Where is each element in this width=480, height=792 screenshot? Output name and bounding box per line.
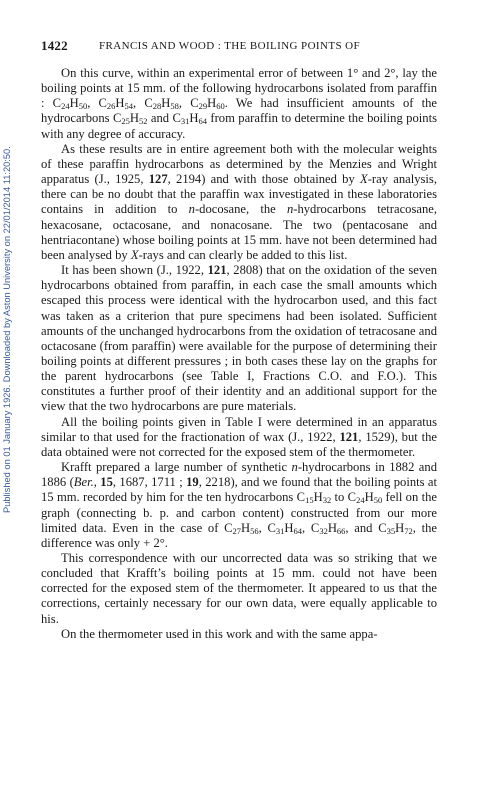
paragraph: As these results are in entire agreement both with the molecular weights of these paraffin hydrocarbons as determined by the Menzies and Wright apparatus (J., 1925, 127, 2194) and with those obtained by X-ray analysis, there can be no doubt that the paraffin wax investigated in these laboratories contains in addition to n-docosane, the n-hydrocarbons tetracosane, hexacosane, octacosane, and nonacosane. The two (pentacosane and hentriacontane) whose boiling points at 15 mm. have not been determined had been analysed by X-rays and can clearly be added to this list. <box>41 141 437 262</box>
paragraph: This correspondence with our uncorrected data was so striking that we concluded that Krafft’s boiling points at 15 mm. could not have been corrected for the exposed stem of the thermometer. It appeared to us that the corrections, certainly necessary for our own data, were equally applicable to his. <box>41 551 437 626</box>
download-watermark: Published on 01 January 1926. Downloaded by Aston University on 22/01/2014 11:20:50. <box>2 146 12 514</box>
paragraph: All the boiling points given in Table I were determined in an apparatus similar to that used for the fractionation of wax (J., 1922, 121, 1529), but the data obtained were not corrected for the exposed stem of the thermometer. <box>41 414 437 459</box>
body-text <box>41 66 437 642</box>
paragraph: It has been shown (J., 1922, 121, 2808) that on the oxidation of the seven hydrocarbons obtained from paraffin, in each case the small amounts which escaped this process were identical with the hydrocarbon used, and this fact was taken as a criterion that pure specimens had been isolated. Sufficient amounts of the unchanged hydrocarbons from the oxidation of tetracosane and octacosane (from paraffin) were available for the purpose of determining their boiling points at different pressures ; in both cases these lay on the graphs for the parent hydrocarbons (see Table I, Fractions C.O. and F.O.). This constitutes a further proof of their identity and an additional support for the view that the two hydrocarbons are pure materials. <box>41 263 437 414</box>
paragraph: On this curve, within an experimental error of between 1° and 2°, lay the boiling points at 15 mm. of the following hydrocarbons isolated from paraffin : $C_{24}H_{50}$, $C_{26}H_{54}$, $C_{28}H_{58}$, $C_{29}H_{60}$. We had insufficient amounts of the hydrocarbons $C_{25}H_{52}$ and $C_{31}H_{64}$ from paraffin to determine the boiling points with any degree of accuracy. <box>41 66 438 141</box>
page-number: 1422 <box>41 38 68 53</box>
paragraph: On the thermometer used in this work and with the same appa- <box>61 626 378 641</box>
page-header <box>41 38 441 54</box>
running-head: FRANCIS AND WOOD : THE BOILING POINTS OF <box>99 40 360 52</box>
paragraph: Krafft prepared a large number of synthetic n-hydrocarbons in 1882 and 1886 (Ber., 15, 1687, 1711 ; 19, 2218), and we found that the boiling points at 15 mm. recorded by him for the ten hydrocarbons $C_{15}H_{32}$ to $C_{24}H_{50}$ fell on the graph (connecting b. p. and carbon content) constructed from our more limited data. Even in the case of $C_{27}H_{56}$, $C_{31}H_{64}$, $C_{32}H_{66}$, and $C_{35}H_{72}$, the difference was only + 2°. <box>41 460 437 550</box>
